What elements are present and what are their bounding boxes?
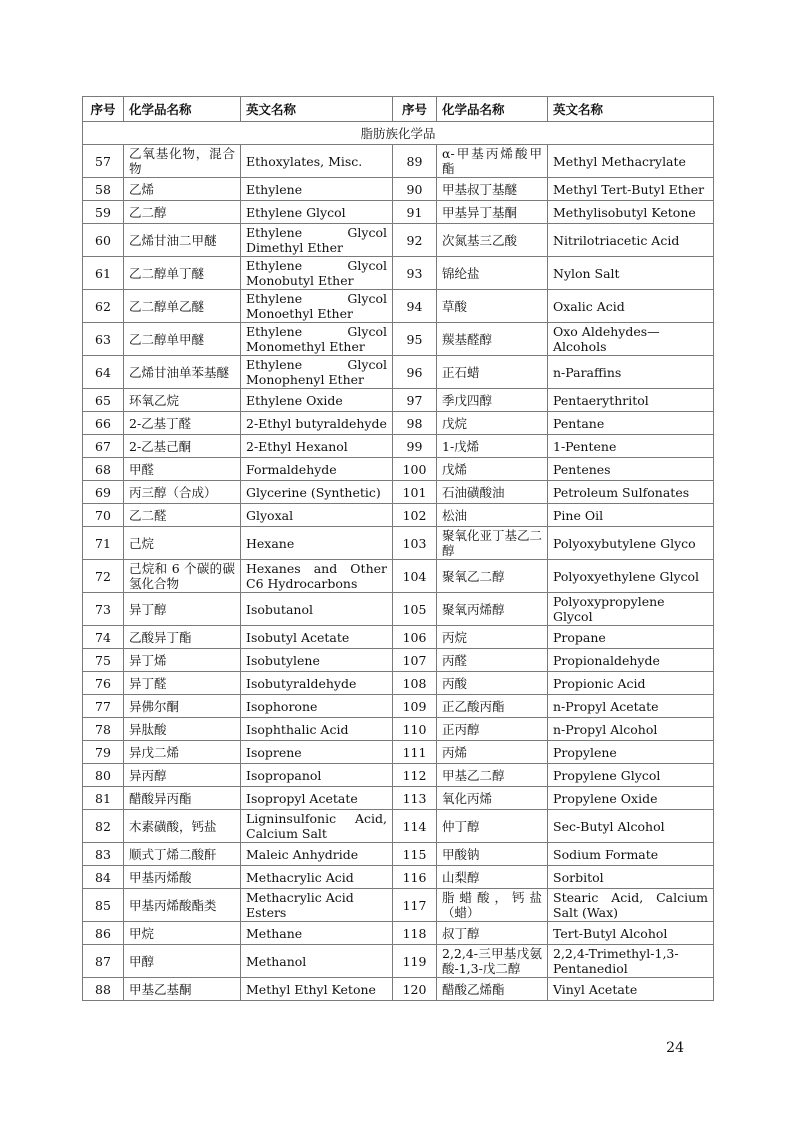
right-english-name-cell: n-Propyl Acetate	[548, 695, 714, 718]
right-chinese-name-cell: 丙酸	[437, 672, 548, 695]
left-number-cell: 67	[83, 435, 124, 458]
right-number-cell: 92	[393, 224, 437, 257]
table-row	[83, 201, 714, 224]
right-number-cell: 90	[393, 178, 437, 201]
table-row	[83, 626, 714, 649]
right-english-name-cell: n-Propyl Alcohol	[548, 718, 714, 741]
left-number-cell: 82	[83, 810, 124, 843]
right-number-cell: 104	[393, 560, 437, 593]
left-number-cell: 71	[83, 527, 124, 560]
right-number-cell: 111	[393, 741, 437, 764]
left-number-cell: 74	[83, 626, 124, 649]
right-english-name-cell: Sodium Formate	[548, 843, 714, 866]
right-number-cell: 98	[393, 412, 437, 435]
left-number-cell: 79	[83, 741, 124, 764]
right-number-cell: 119	[393, 945, 437, 978]
left-chinese-name-cell: 醋酸异丙酯	[124, 787, 241, 810]
left-english-name-cell: Isobutyl Acetate	[241, 626, 393, 649]
left-english-name-cell: Ethylene Glycol Monobutyl Ether	[241, 257, 393, 290]
right-english-name-cell: Polyoxyethylene Glycol	[548, 560, 714, 593]
table-row	[83, 787, 714, 810]
right-number-cell: 118	[393, 922, 437, 945]
left-english-name-cell: Ethylene Glycol Monomethyl Ether	[241, 323, 393, 356]
right-chinese-name-cell: 甲基异丁基酮	[437, 201, 548, 224]
left-english-name-cell: Maleic Anhydride	[241, 843, 393, 866]
right-number-cell: 101	[393, 481, 437, 504]
chemicals-table	[82, 96, 714, 1001]
left-number-cell: 86	[83, 922, 124, 945]
right-number-cell: 117	[393, 889, 437, 922]
left-number-cell: 58	[83, 178, 124, 201]
left-chinese-name-cell: 乙烯	[124, 178, 241, 201]
left-english-name-cell: Isobutyraldehyde	[241, 672, 393, 695]
left-chinese-name-cell: 顺式丁烯二酸酐	[124, 843, 241, 866]
left-chinese-name-cell: 乙氧基化物，混合物	[124, 145, 241, 178]
left-english-name-cell: Isophorone	[241, 695, 393, 718]
table-row	[83, 323, 714, 356]
left-chinese-name-cell: 乙烯甘油二甲醚	[124, 224, 241, 257]
left-chinese-name-cell: 甲醇	[124, 945, 241, 978]
left-english-name-cell: Isopropanol	[241, 764, 393, 787]
header-left-chinese-name: 化学品名称	[124, 97, 241, 122]
right-chinese-name-cell: 仲丁醇	[437, 810, 548, 843]
left-english-name-cell: Isopropyl Acetate	[241, 787, 393, 810]
left-chinese-name-cell: 异肽酸	[124, 718, 241, 741]
table-row	[83, 922, 714, 945]
left-english-name-cell: Ethylene Oxide	[241, 389, 393, 412]
left-chinese-name-cell: 异丁烯	[124, 649, 241, 672]
right-chinese-name-cell: 聚氧丙烯醇	[437, 593, 548, 626]
table-row	[83, 889, 714, 922]
right-chinese-name-cell: 1-戊烯	[437, 435, 548, 458]
right-number-cell: 106	[393, 626, 437, 649]
left-english-name-cell: Isobutylene	[241, 649, 393, 672]
table-row	[83, 412, 714, 435]
right-english-name-cell: Nylon Salt	[548, 257, 714, 290]
right-number-cell: 109	[393, 695, 437, 718]
left-english-name-cell: Ethylene	[241, 178, 393, 201]
left-number-cell: 84	[83, 866, 124, 889]
left-number-cell: 75	[83, 649, 124, 672]
left-chinese-name-cell: 己烷和 6 个碳的碳氢化合物	[124, 560, 241, 593]
right-english-name-cell: Propionaldehyde	[548, 649, 714, 672]
right-english-name-cell: Pentenes	[548, 458, 714, 481]
right-english-name-cell: Polyoxypropylene Glycol	[548, 593, 714, 626]
left-number-cell: 68	[83, 458, 124, 481]
left-english-name-cell: Ligninsulfonic Acid, Calcium Salt	[241, 810, 393, 843]
right-number-cell: 95	[393, 323, 437, 356]
header-left-english-name: 英文名称	[241, 97, 393, 122]
right-number-cell: 107	[393, 649, 437, 672]
left-number-cell: 66	[83, 412, 124, 435]
left-chinese-name-cell: 异丁醛	[124, 672, 241, 695]
right-chinese-name-cell: 石油磺酸油	[437, 481, 548, 504]
header-right-number: 序号	[393, 97, 437, 122]
right-number-cell: 116	[393, 866, 437, 889]
table-row	[83, 718, 714, 741]
table-row	[83, 527, 714, 560]
left-chinese-name-cell: 异佛尔酮	[124, 695, 241, 718]
right-english-name-cell: Pine Oil	[548, 504, 714, 527]
left-english-name-cell: Hexanes and Other C6 Hydrocarbons	[241, 560, 393, 593]
left-number-cell: 62	[83, 290, 124, 323]
header-right-english-name: 英文名称	[548, 97, 714, 122]
left-number-cell: 72	[83, 560, 124, 593]
left-chinese-name-cell: 丙三醇（合成）	[124, 481, 241, 504]
left-english-name-cell: Isobutanol	[241, 593, 393, 626]
left-english-name-cell: Methacrylic Acid	[241, 866, 393, 889]
left-english-name-cell: Ethoxylates, Misc.	[241, 145, 393, 178]
right-english-name-cell: Sec-Butyl Alcohol	[548, 810, 714, 843]
left-number-cell: 65	[83, 389, 124, 412]
right-english-name-cell: Methyl Tert-Butyl Ether	[548, 178, 714, 201]
left-english-name-cell: 2-Ethyl butyraldehyde	[241, 412, 393, 435]
table-row	[83, 843, 714, 866]
table-row	[83, 695, 714, 718]
right-english-name-cell: Pentaerythritol	[548, 389, 714, 412]
right-number-cell: 94	[393, 290, 437, 323]
right-chinese-name-cell: 松油	[437, 504, 548, 527]
right-english-name-cell: Oxo Aldehydes—Alcohols	[548, 323, 714, 356]
right-english-name-cell: Pentane	[548, 412, 714, 435]
left-chinese-name-cell: 异丁醇	[124, 593, 241, 626]
table-row	[83, 290, 714, 323]
table-row	[83, 356, 714, 389]
header-right-chinese-name: 化学品名称	[437, 97, 548, 122]
table-row	[83, 866, 714, 889]
table-body	[83, 122, 714, 1001]
left-english-name-cell: Ethylene Glycol Dimethyl Ether	[241, 224, 393, 257]
table-row	[83, 764, 714, 787]
left-chinese-name-cell: 甲基乙基酮	[124, 978, 241, 1001]
table-row	[83, 178, 714, 201]
left-number-cell: 81	[83, 787, 124, 810]
left-english-name-cell: Glyoxal	[241, 504, 393, 527]
left-number-cell: 59	[83, 201, 124, 224]
right-chinese-name-cell: 聚氧乙二醇	[437, 560, 548, 593]
right-english-name-cell: Propylene Oxide	[548, 787, 714, 810]
right-english-name-cell: 1-Pentene	[548, 435, 714, 458]
table-row	[83, 978, 714, 1001]
left-english-name-cell: Methacrylic Acid Esters	[241, 889, 393, 922]
left-chinese-name-cell: 乙二醇单甲醚	[124, 323, 241, 356]
left-number-cell: 88	[83, 978, 124, 1001]
chemicals-table-sheet	[82, 96, 713, 1001]
left-english-name-cell: Isoprene	[241, 741, 393, 764]
table-row	[83, 672, 714, 695]
left-chinese-name-cell: 甲烷	[124, 922, 241, 945]
right-chinese-name-cell: 脂蜡酸，钙盐（蜡）	[437, 889, 548, 922]
left-chinese-name-cell: 2-乙基丁醛	[124, 412, 241, 435]
right-chinese-name-cell: 正丙醇	[437, 718, 548, 741]
left-number-cell: 64	[83, 356, 124, 389]
right-number-cell: 89	[393, 145, 437, 178]
section-title: 脂肪族化学品	[83, 122, 714, 145]
left-number-cell: 78	[83, 718, 124, 741]
right-chinese-name-cell: 正乙酸丙酯	[437, 695, 548, 718]
left-chinese-name-cell: 乙酸异丁酯	[124, 626, 241, 649]
right-chinese-name-cell: 甲基叔丁基醚	[437, 178, 548, 201]
left-number-cell: 76	[83, 672, 124, 695]
right-english-name-cell: Stearic Acid, Calcium Salt (Wax)	[548, 889, 714, 922]
section-row	[83, 122, 714, 145]
left-chinese-name-cell: 环氧乙烷	[124, 389, 241, 412]
right-chinese-name-cell: 季戊四醇	[437, 389, 548, 412]
left-number-cell: 61	[83, 257, 124, 290]
left-english-name-cell: 2-Ethyl Hexanol	[241, 435, 393, 458]
left-number-cell: 87	[83, 945, 124, 978]
left-chinese-name-cell: 乙二醛	[124, 504, 241, 527]
table-row	[83, 560, 714, 593]
right-english-name-cell: Petroleum Sulfonates	[548, 481, 714, 504]
left-english-name-cell: Hexane	[241, 527, 393, 560]
left-english-name-cell: Ethylene Glycol Monophenyl Ether	[241, 356, 393, 389]
page-number: 24	[666, 1040, 684, 1056]
left-english-name-cell: Isophthalic Acid	[241, 718, 393, 741]
header-left-number: 序号	[83, 97, 124, 122]
right-chinese-name-cell: 醋酸乙烯酯	[437, 978, 548, 1001]
right-chinese-name-cell: 甲酸钠	[437, 843, 548, 866]
left-english-name-cell: Formaldehyde	[241, 458, 393, 481]
left-english-name-cell: Methane	[241, 922, 393, 945]
right-english-name-cell: Methyl Methacrylate	[548, 145, 714, 178]
left-chinese-name-cell: 甲基丙烯酸	[124, 866, 241, 889]
left-chinese-name-cell: 乙二醇单乙醚	[124, 290, 241, 323]
right-english-name-cell: Oxalic Acid	[548, 290, 714, 323]
table-row	[83, 481, 714, 504]
left-chinese-name-cell: 木素磺酸，钙盐	[124, 810, 241, 843]
right-english-name-cell: 2,2,4-Trimethyl-1,3-Pentanediol	[548, 945, 714, 978]
right-chinese-name-cell: 草酸	[437, 290, 548, 323]
left-chinese-name-cell: 乙烯甘油单苯基醚	[124, 356, 241, 389]
right-english-name-cell: n-Paraffins	[548, 356, 714, 389]
right-chinese-name-cell: 戊烯	[437, 458, 548, 481]
right-number-cell: 113	[393, 787, 437, 810]
left-english-name-cell: Ethylene Glycol	[241, 201, 393, 224]
right-number-cell: 110	[393, 718, 437, 741]
right-chinese-name-cell: 丙烷	[437, 626, 548, 649]
table-row	[83, 504, 714, 527]
right-number-cell: 114	[393, 810, 437, 843]
right-number-cell: 103	[393, 527, 437, 560]
left-chinese-name-cell: 2-乙基己酮	[124, 435, 241, 458]
left-number-cell: 77	[83, 695, 124, 718]
right-number-cell: 93	[393, 257, 437, 290]
right-chinese-name-cell: 氧化丙烯	[437, 787, 548, 810]
right-number-cell: 115	[393, 843, 437, 866]
right-number-cell: 97	[393, 389, 437, 412]
right-english-name-cell: Propylene	[548, 741, 714, 764]
left-number-cell: 57	[83, 145, 124, 178]
left-number-cell: 83	[83, 843, 124, 866]
table-row	[83, 435, 714, 458]
table-header-row	[83, 97, 714, 122]
right-english-name-cell: Propane	[548, 626, 714, 649]
right-chinese-name-cell: 戊烷	[437, 412, 548, 435]
right-chinese-name-cell: 丙醛	[437, 649, 548, 672]
table-row	[83, 389, 714, 412]
table-row	[83, 145, 714, 178]
right-chinese-name-cell: 2,2,4-三甲基戊氨酸-1,3-戊二醇	[437, 945, 548, 978]
left-number-cell: 85	[83, 889, 124, 922]
left-number-cell: 80	[83, 764, 124, 787]
left-chinese-name-cell: 异丙醇	[124, 764, 241, 787]
left-number-cell: 60	[83, 224, 124, 257]
left-number-cell: 63	[83, 323, 124, 356]
right-chinese-name-cell: 锦纶盐	[437, 257, 548, 290]
table-row	[83, 810, 714, 843]
right-chinese-name-cell: 山梨醇	[437, 866, 548, 889]
table-row	[83, 458, 714, 481]
left-chinese-name-cell: 乙二醇	[124, 201, 241, 224]
right-chinese-name-cell: 正石蜡	[437, 356, 548, 389]
right-chinese-name-cell: 甲基乙二醇	[437, 764, 548, 787]
right-english-name-cell: Vinyl Acetate	[548, 978, 714, 1001]
left-number-cell: 69	[83, 481, 124, 504]
right-english-name-cell: Nitrilotriacetic Acid	[548, 224, 714, 257]
right-english-name-cell: Propionic Acid	[548, 672, 714, 695]
right-english-name-cell: Propylene Glycol	[548, 764, 714, 787]
right-english-name-cell: Tert-Butyl Alcohol	[548, 922, 714, 945]
left-chinese-name-cell: 甲醛	[124, 458, 241, 481]
right-english-name-cell: Polyoxybutylene Glyco	[548, 527, 714, 560]
right-number-cell: 120	[393, 978, 437, 1001]
right-number-cell: 100	[393, 458, 437, 481]
left-english-name-cell: Methyl Ethyl Ketone	[241, 978, 393, 1001]
right-chinese-name-cell: 羰基醛醇	[437, 323, 548, 356]
left-english-name-cell: Methanol	[241, 945, 393, 978]
table-row	[83, 257, 714, 290]
right-number-cell: 102	[393, 504, 437, 527]
left-chinese-name-cell: 异戊二烯	[124, 741, 241, 764]
table-row	[83, 649, 714, 672]
right-number-cell: 105	[393, 593, 437, 626]
right-english-name-cell: Methylisobutyl Ketone	[548, 201, 714, 224]
left-number-cell: 70	[83, 504, 124, 527]
right-english-name-cell: Sorbitol	[548, 866, 714, 889]
left-chinese-name-cell: 乙二醇单丁醚	[124, 257, 241, 290]
table-row	[83, 741, 714, 764]
right-number-cell: 112	[393, 764, 437, 787]
right-chinese-name-cell: 聚氧化亚丁基乙二醇	[437, 527, 548, 560]
left-chinese-name-cell: 己烷	[124, 527, 241, 560]
table-row	[83, 593, 714, 626]
right-number-cell: 96	[393, 356, 437, 389]
right-chinese-name-cell: 次氮基三乙酸	[437, 224, 548, 257]
table-row	[83, 224, 714, 257]
right-number-cell: 99	[393, 435, 437, 458]
right-chinese-name-cell: 丙烯	[437, 741, 548, 764]
right-number-cell: 108	[393, 672, 437, 695]
table-row	[83, 945, 714, 978]
right-chinese-name-cell: α-甲基丙烯酸甲酯	[437, 145, 548, 178]
right-number-cell: 91	[393, 201, 437, 224]
right-chinese-name-cell: 叔丁醇	[437, 922, 548, 945]
left-number-cell: 73	[83, 593, 124, 626]
left-chinese-name-cell: 甲基丙烯酸酯类	[124, 889, 241, 922]
left-english-name-cell: Ethylene Glycol Monoethyl Ether	[241, 290, 393, 323]
left-english-name-cell: Glycerine (Synthetic)	[241, 481, 393, 504]
